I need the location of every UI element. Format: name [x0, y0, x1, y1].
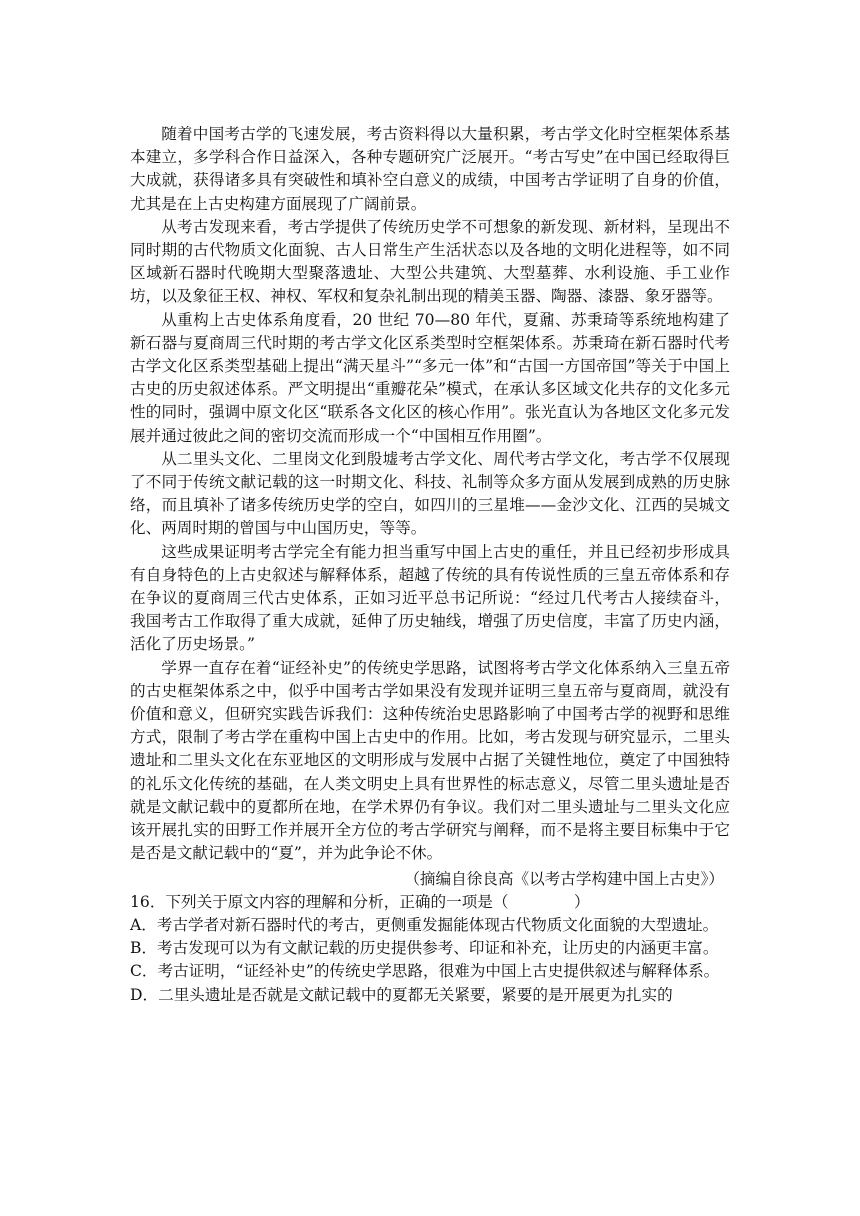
article-paragraph-2: 从考古发现来看，考古学提供了传统历史学不可想象的新发现、新材料，呈现出不同时期的古代物质文化面貌、古人日常生产生活状态以及各地的文明化进程等，如不同区域新石器时代晚期大型聚落遗址、大型公共建筑、大型墓葬、水利设施、手工业作坊，以及象征王权、神权、军权和复杂礼制出现的精美玉器、陶器、漆器、象牙器等。 — [130, 217, 730, 306]
option-a: A．考古学者对新石器时代的考古，更侧重发掘能体现古代物质文化面貌的大型遗址。 — [130, 915, 719, 934]
question-stem-end: ） — [574, 892, 590, 911]
question-stem-text: 16．下列关于原文内容的理解和分析，正确的一项是（ — [130, 892, 509, 911]
article-paragraph-1: 随着中国考古学的飞速发展，考古资料得以大量积累，考古学文化时空框架体系基本建立，多学科合作日益深入，各种专题研究广泛展开。“考古写史”在中国已经取得巨大成就，获得诸多具有突破性和填补空白意义的成绩，中国考古学证明了自身的价值，尤其是在上古史构建方面展现了广阔前景。 — [130, 125, 730, 213]
article-paragraph-4: 从二里头文化、二里岗文化到殷墟考古学文化、周代考古学文化，考古学不仅展现了不同于传统文献记载的这一时期文化、科技、礼制等众多方面从发展到成熟的历史脉络，而且填补了诸多传统历史学的空白，如四川的三星堆——金沙文化、江西的吴城文化、两周时期的曾国与中山国历史，等等。 — [130, 449, 730, 538]
article-paragraph-6: 学界一直存在着“证经补史”的传统史学思路，试图将考古学文化体系纳入三皇五帝的古史框架体系之中，似乎中国考古学如果没有发现并证明三皇五帝与夏商周，就没有价值和意义，但研究实践告诉我们：这种传统治史思路影响了中国考古学的视野和思维方式，限制了考古学在重构中国上古史中的作用。比如，考古发现与研究显示，二里头遗址和二里头文化在东亚地区的文明形成与发展中占据了关键性地位，奠定了中国独特的礼乐文化传统的基础，在人类文明史上具有世界性的标志意义，尽管二里头遗址是否就是文献记载中的夏都所在地，在学术界仍有争议。我们对二里头遗址与二里头文化应该开展扎实的田野工作并展开全方位的考古学研究与阐释，而不是将主要目标集中于它是否是文献记载中的“夏”，并为此争论不休。 — [130, 658, 730, 863]
question-stem — [130, 891, 730, 914]
article — [130, 123, 730, 891]
article-paragraph-5: 这些成果证明考古学完全有能力担当重写中国上古史的重任，并且已经初步形成具有自身特色的上古史叙述与解释体系，超越了传统的具有传说性质的三皇五帝体系和存在争议的夏商周三代古史体系，正如习近平总书记所说：“经过几代考古人接续奋斗，我国考古工作取得了重大成就，延伸了历史轴线，增强了历史信度，丰富了历史内涵，活化了历史场景。” — [130, 542, 730, 654]
option-c: C．考古证明，“证经补史”的传统史学思路，很难为中国上古史提供叙述与解释体系。 — [130, 962, 720, 981]
option-d: D．二里头遗址是否就是文献记载中的夏都无关紧要，紧要的是开展更为扎实的 — [130, 985, 673, 1004]
article-source: （摘编自徐良高《以考古学构建中国上古史》） — [404, 869, 724, 888]
article-paragraph-3: 从重构上古史体系角度看，20 世纪 70—80 年代，夏鼐、苏秉琦等系统地构建了新石器与夏商周三代时期的考古学文化区系类型时空框架体系。苏秉琦在新石器时代考古学文化区系类型基础上提出“满天星斗”“多元一体”和“古国一方国帝国”等关于中国上古史的历史叙述体系。严文明提出“重瓣花朵”模式，在承认多区域文化共存的文化多元性的同时，强调中原文化区“联系各文化区的核心作用”。张光直认为各地区文化多元发展并通过彼此之间的密切交流而形成一个“中国相互作用圈”。 — [130, 310, 730, 445]
option-b: B．考古发现可以为有文献记载的历史提供参考、印证和补充，让历史的内涵更丰富。 — [130, 939, 719, 958]
question-16 — [130, 891, 730, 1007]
